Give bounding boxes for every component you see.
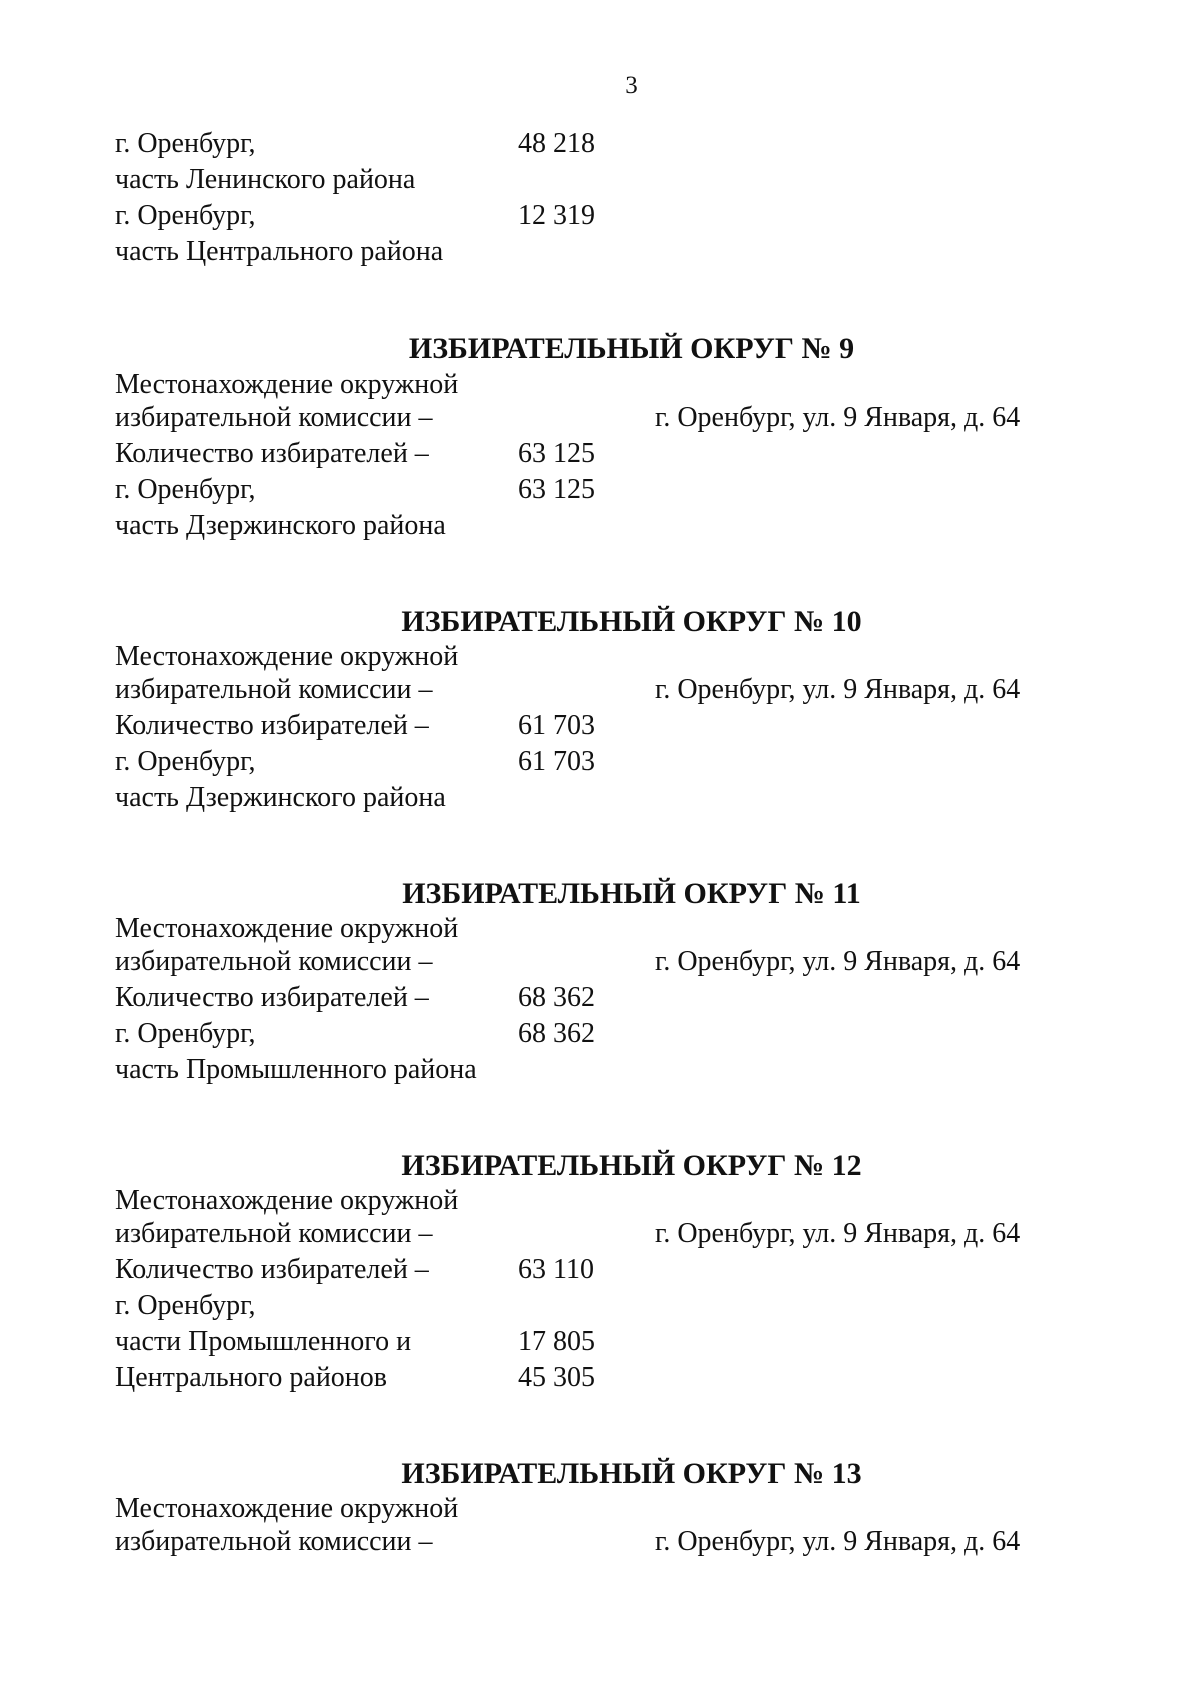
commission-address: г. Оренбург, ул. 9 Января, д. 64 bbox=[655, 1218, 1021, 1249]
city-label: г. Оренбург, bbox=[115, 1018, 256, 1049]
city-label: г. Оренбург, bbox=[115, 474, 256, 505]
commission-address: г. Оренбург, ул. 9 Января, д. 64 bbox=[655, 402, 1021, 433]
commission-label: избирательной комиссии – bbox=[115, 1218, 433, 1249]
district-part: часть Ленинского района bbox=[115, 164, 416, 195]
voters-label: Количество избирателей – bbox=[115, 982, 429, 1013]
commission-label: избирательной комиссии – bbox=[115, 946, 433, 977]
district-heading: ИЗБИРАТЕЛЬНЫЙ ОКРУГ № 13 bbox=[401, 1457, 862, 1490]
commission-label: избирательной комиссии – bbox=[115, 1526, 433, 1557]
city-count: 63 125 bbox=[518, 474, 595, 505]
city-label: г. Оренбург, bbox=[115, 200, 256, 231]
voters-count: 63 110 bbox=[518, 1254, 594, 1285]
city-count: 61 703 bbox=[518, 746, 595, 777]
voters-count: 68 362 bbox=[518, 982, 595, 1013]
district-heading: ИЗБИРАТЕЛЬНЫЙ ОКРУГ № 11 bbox=[402, 877, 861, 910]
district-part-count: 17 805 bbox=[518, 1326, 595, 1357]
location-label: Местонахождение окружной bbox=[115, 1493, 459, 1524]
city-count: 48 218 bbox=[518, 128, 595, 159]
district-part-count: 45 305 bbox=[518, 1362, 595, 1393]
voters-label: Количество избирателей – bbox=[115, 438, 429, 469]
district-heading: ИЗБИРАТЕЛЬНЫЙ ОКРУГ № 12 bbox=[401, 1149, 862, 1182]
page-number: 3 bbox=[625, 72, 638, 99]
city-label: г. Оренбург, bbox=[115, 128, 256, 159]
district-heading: ИЗБИРАТЕЛЬНЫЙ ОКРУГ № 9 bbox=[408, 332, 855, 365]
location-label: Местонахождение окружной bbox=[115, 913, 459, 944]
district-heading: ИЗБИРАТЕЛЬНЫЙ ОКРУГ № 10 bbox=[401, 605, 862, 638]
district-part: часть Центрального района bbox=[115, 236, 444, 267]
voters-label: Количество избирателей – bbox=[115, 1254, 429, 1285]
location-label: Местонахождение окружной bbox=[115, 641, 459, 672]
city-count: 68 362 bbox=[518, 1018, 595, 1049]
commission-label: избирательной комиссии – bbox=[115, 674, 433, 705]
location-label: Местонахождение окружной bbox=[115, 369, 459, 400]
district-part: Центрального районов bbox=[115, 1362, 388, 1393]
location-label: Местонахождение окружной bbox=[115, 1185, 459, 1216]
commission-address: г. Оренбург, ул. 9 Января, д. 64 bbox=[655, 674, 1021, 705]
commission-address: г. Оренбург, ул. 9 Января, д. 64 bbox=[655, 1526, 1021, 1557]
city-label: г. Оренбург, bbox=[115, 1290, 256, 1321]
commission-address: г. Оренбург, ул. 9 Января, д. 64 bbox=[655, 946, 1021, 977]
voters-label: Количество избирателей – bbox=[115, 710, 429, 741]
district-part: части Промышленного и bbox=[115, 1326, 412, 1357]
voters-count: 61 703 bbox=[518, 710, 595, 741]
city-count: 12 319 bbox=[518, 200, 595, 231]
district-part: часть Дзержинского района bbox=[115, 510, 446, 541]
voters-count: 63 125 bbox=[518, 438, 595, 469]
commission-label: избирательной комиссии – bbox=[115, 402, 433, 433]
city-label: г. Оренбург, bbox=[115, 746, 256, 777]
district-part: часть Дзержинского района bbox=[115, 782, 446, 813]
district-part: часть Промышленного района bbox=[115, 1054, 477, 1085]
